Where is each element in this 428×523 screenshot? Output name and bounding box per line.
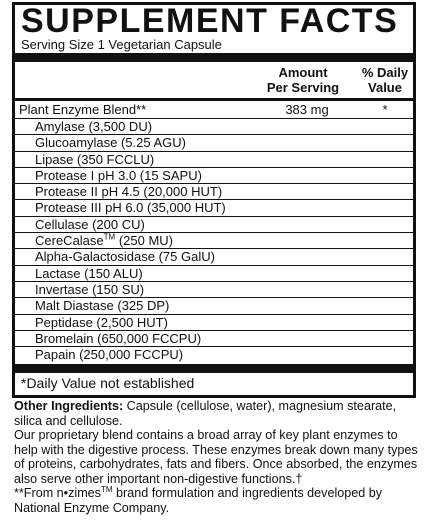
daily-value-footnote: *Daily Value not established	[21, 375, 195, 391]
ingredient-row	[15, 167, 413, 183]
ingredient-row	[15, 199, 413, 215]
ingredient-name: Malt Diastase (325 DP)	[35, 298, 170, 314]
ingredient-name: Cellulase (200 CU)	[35, 216, 145, 232]
ingredient-row	[15, 118, 413, 134]
ingredient-name: Papain (250,000 FCCPU)	[35, 347, 184, 363]
ingredient-row	[15, 232, 413, 248]
bottom-divider	[15, 364, 413, 373]
ingredient-name: Bromelain (650,000 FCCPU)	[35, 330, 202, 346]
blend-name: Plant Enzyme Blend**	[19, 102, 147, 117]
ingredient-name: Amylase (3,500 DU)	[35, 119, 153, 134]
ingredient-row	[15, 346, 413, 362]
ingredient-name: Alpha-Galactosidase (75 GalU)	[35, 249, 215, 265]
ingredient-row	[15, 183, 413, 199]
ingredient-row	[15, 265, 413, 281]
trademark-mark: TM	[103, 232, 116, 242]
ingredient-row	[15, 330, 413, 346]
other-ingredients-text: Capsule (cellulose, water), magnesium stearate, silica and cellulose.	[14, 399, 397, 428]
ingredient-row	[15, 134, 413, 150]
brand-note: **From n•zimes™ brand formulation and ingredients developed by National Enzyme Company.	[14, 484, 383, 515]
description: Our proprietary blend contains a broad array of key plant enzymes to help with the digestive process. These enzymes break down many types of proteins, carbohydrates, fats and fibers. Once absorbed, the enzymes also serve other important non-digestive functions.†	[14, 428, 418, 486]
thick-divider	[15, 53, 413, 62]
ingredient-name: Protease I pH 3.0 (15 SAPU)	[35, 167, 202, 183]
ingredient-row	[15, 314, 413, 330]
daily-value-header: % Daily Value	[361, 65, 409, 95]
ingredient-amount: (250 MU)	[115, 233, 174, 249]
ingredient-name: Lipase (350 FCCLU)	[35, 151, 155, 167]
blend-amount: 383 mg	[285, 102, 329, 117]
ingredient-name: Glucoamylase (5.25 AGU)	[35, 135, 187, 151]
product-notes	[14, 399, 418, 515]
supplement-facts-panel	[12, 2, 416, 398]
ingredient-row	[15, 216, 413, 232]
ingredient-name: CereCalase	[35, 233, 104, 249]
ingredient-name: Peptidase (2,500 HUT)	[35, 314, 168, 330]
panel-title: SUPPLEMENT FACTS	[21, 2, 399, 40]
ingredient-name: Lactase (150 ALU)	[35, 265, 143, 281]
blend-daily-value: *	[382, 102, 388, 117]
ingredient-row	[15, 151, 413, 167]
ingredient-name: Protease II pH 4.5 (20,000 HUT)	[35, 184, 223, 200]
ingredient-list	[15, 118, 413, 362]
ingredient-row	[15, 297, 413, 313]
ingredient-row	[15, 281, 413, 297]
other-ingredients-label: Other Ingredients:	[14, 399, 124, 413]
ingredient-name: Invertase (150 SU)	[35, 281, 145, 297]
ingredient-row	[15, 248, 413, 264]
ingredient-name: Protease III pH 6.0 (35,000 HUT)	[35, 200, 226, 216]
blend-row	[15, 101, 413, 118]
serving-size: Serving Size 1 Vegetarian Capsule	[21, 37, 222, 52]
amount-per-serving-header: Amount Per Serving	[266, 65, 340, 95]
other-ingredients	[14, 399, 418, 428]
